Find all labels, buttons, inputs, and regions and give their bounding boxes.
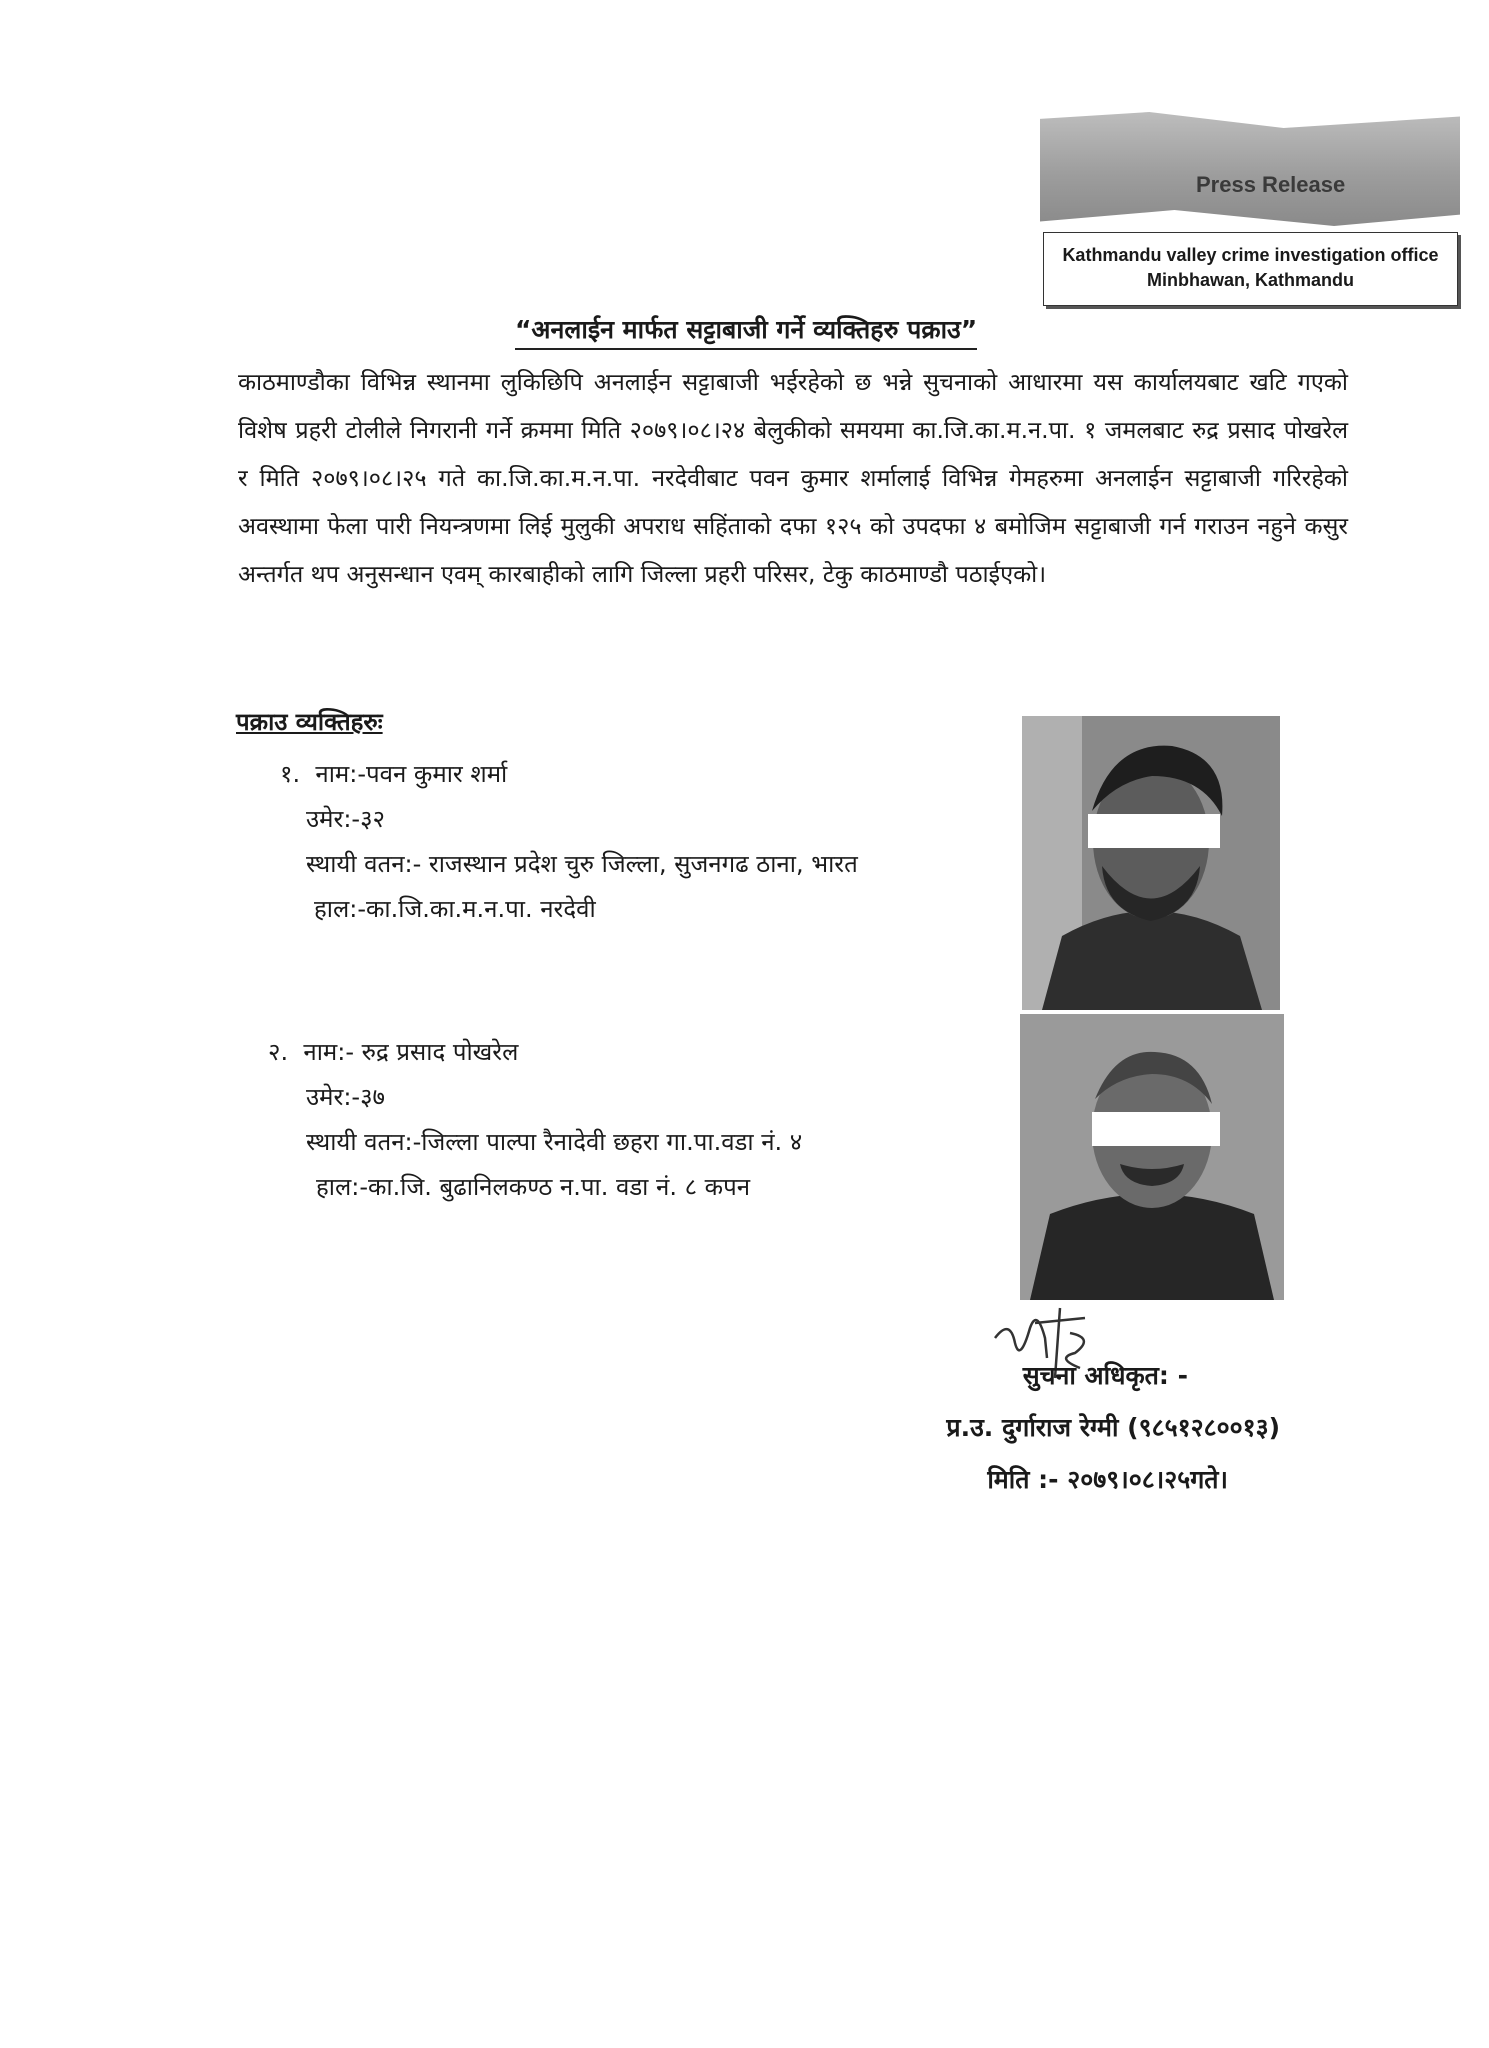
arrested-persons-heading: पक्राउ व्यक्तिहरुः <box>236 708 383 736</box>
person-permanent-address: स्थायी वतन:-जिल्ला पाल्पा रैनादेवी छहरा गा.पा.वडा नं. ४ <box>306 1128 803 1156</box>
office-location: Minbhawan, Kathmandu <box>1147 270 1354 290</box>
redaction-bar <box>1092 1112 1220 1146</box>
person-number: १. <box>280 760 301 788</box>
signoff-officer: प्र.उ. दुर्गाराज रेग्मी (९८५१२८००१३) <box>946 1413 1280 1442</box>
person-age: उमेर:-३७ <box>306 1083 386 1111</box>
person-name: नाम:- रुद्र प्रसाद पोखरेल <box>303 1038 519 1066</box>
person-number: २. <box>268 1038 289 1066</box>
person-name-line <box>268 1030 802 1075</box>
signoff-date: मिति :- २०७९।०८।२५गते। <box>987 1465 1228 1494</box>
person-entry-2 <box>268 1030 802 1210</box>
signoff-block <box>880 1350 1280 1506</box>
press-release-label: Press Release <box>1196 172 1346 197</box>
office-name: Kathmandu valley crime investigation office <box>1062 245 1439 265</box>
redaction-bar <box>1088 814 1220 848</box>
suspect-photo-2 <box>1020 1014 1284 1300</box>
press-release-banner <box>1040 112 1460 226</box>
suspect-photo-1 <box>1022 716 1280 1010</box>
person-current-address: हाल:-का.जि.का.म.न.पा. नरदेवी <box>314 895 596 923</box>
body-paragraph: काठमाण्डौका विभिन्न स्थानमा लुकिछिपि अनलाईन सट्टाबाजी भईरहेको छ भन्ने सुचनाको आधारमा यस कार्यालयबाट खटि गएको विशेष प्रहरी टोलीले निगरानी गर्ने क्रममा मिति २०७९।०८।२४ बेलुकीको समयमा का.जि.का.म.न.पा. १ जमलबाट रुद्र प्रसाद पोखरेल र मिति २०७९।०८।२५ गते का.जि.का.म.न.पा. नरदेवीबाट पवन कुमार शर्मालाई विभिन्न गेमहरुमा अनलाईन सट्टाबाजी गरिरहेको अवस्थामा फेला पारी नियन्त्रणमा लिई मुलुकी अपराध सहिंताको दफा १२५ को उपदफा ४ बमोजिम सट्टाबाजी गर्न गराउन नहुने कसुर अन्तर्गत थप अनुसन्धान एवम् कारबाहीको लागि जिल्ला प्रहरी परिसर, टेकु काठमाण्डौ पठाईएको। <box>238 368 1348 588</box>
person-name-line <box>280 752 858 797</box>
signoff-title: सुचना अधिकृत: - <box>1022 1361 1188 1390</box>
person-permanent-address: स्थायी वतन:- राजस्थान प्रदेश चुरु जिल्ला, सुजनगढ ठाना, भारत <box>306 850 858 878</box>
person-entry-1 <box>280 752 858 932</box>
person-name: नाम:-पवन कुमार शर्मा <box>315 760 508 788</box>
person-current-address: हाल:-का.जि. बुढानिलकण्ठ न.पा. वडा नं. ८ कपन <box>316 1173 751 1201</box>
headline: “अनलाईन मार्फत सट्टाबाजी गर्ने व्यक्तिहरु पक्राउ” <box>515 312 977 350</box>
person-age: उमेर:-३२ <box>306 805 386 833</box>
office-address-box <box>1043 232 1458 306</box>
